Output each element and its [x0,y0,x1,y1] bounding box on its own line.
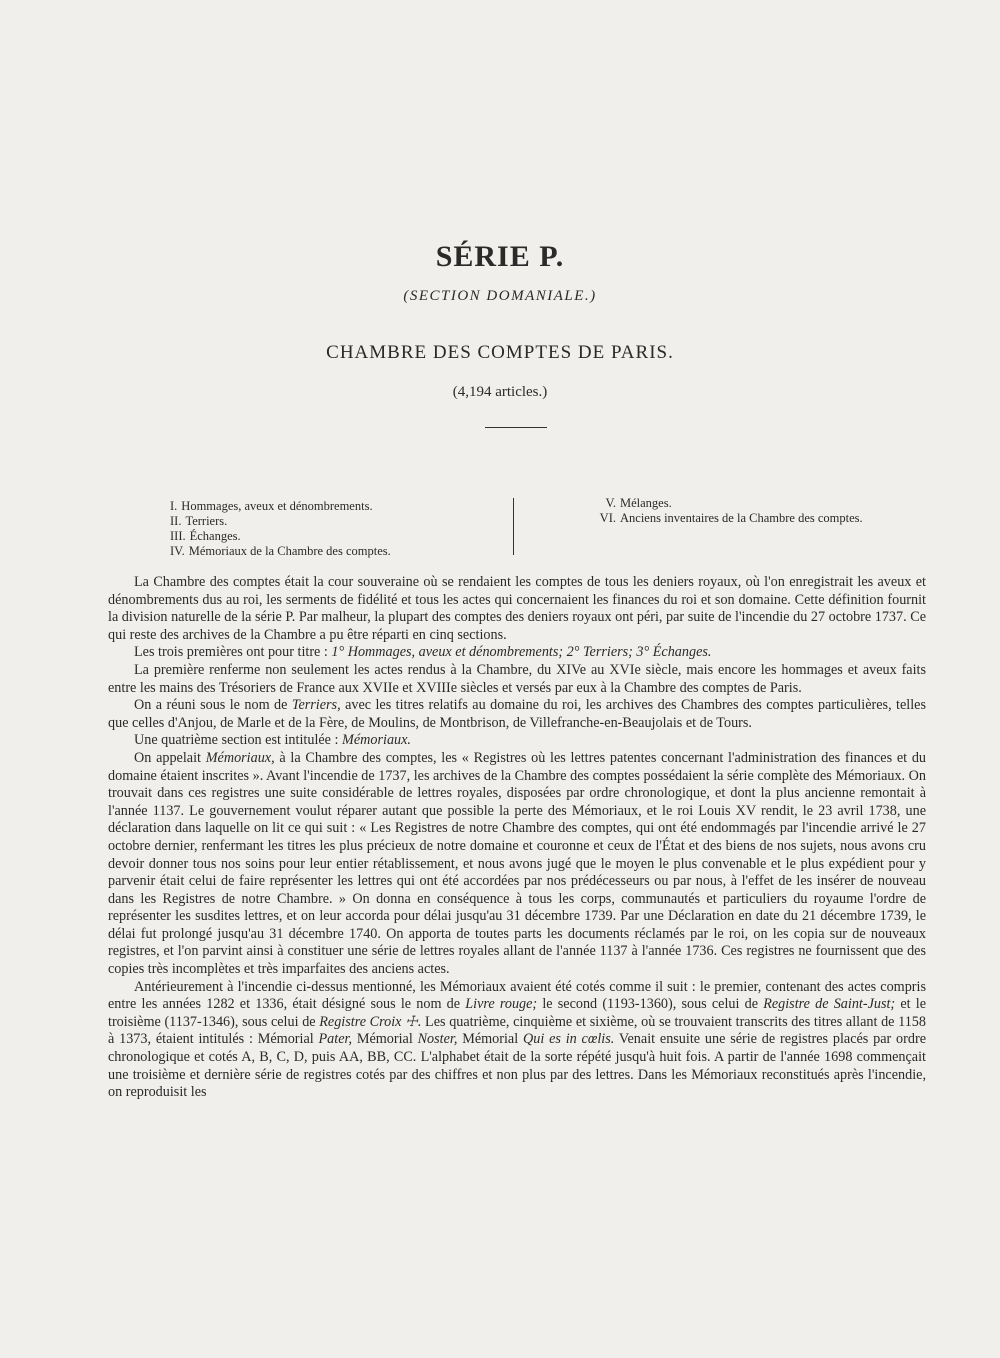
toc-divider [513,498,514,555]
toc-item-label: Anciens inventaires de la Chambre des comptes. [620,511,863,525]
toc-left-column [170,499,500,559]
chambre-heading: CHAMBRE DES COMPTES DE PARIS. [326,342,674,363]
toc-right-column [588,496,878,526]
paragraph [108,732,926,750]
text-run: Une quatrième section est intitulée : [134,732,343,749]
text-run: On a réuni sous le nom de [134,697,292,714]
toc-item-number: II. [170,514,182,528]
italic-text: Noster, [417,1031,458,1048]
text-run: Mémorial [457,1031,523,1048]
toc-item-number: III. [170,529,186,543]
body-text [108,574,926,1102]
toc-item-label: Échanges. [189,529,241,543]
italic-text: 1° Hommages, aveux et dénombrements; 2° Terriers; 3° Échanges. [331,644,712,661]
text-run: le second (1193-1360), sous celui de [537,996,764,1013]
italic-text: Pater, [318,1031,353,1048]
italic-text: Terriers, [291,697,341,714]
toc-item-label: Mélanges. [620,496,672,510]
toc-item [170,529,500,544]
text-run: avec les titres relatifs au domaine du roi, les archives des Chambres des comptes particulières, telles que celles d'Anjou, de Marle et de la Fère, de Moulins, de Montbrison, de Villefranche-en-Beaujolais et de Tours. [108,697,926,731]
toc-item-label: Mémoriaux de la Chambre des comptes. [188,544,391,558]
italic-text: Qui es in cœlis. [522,1031,615,1048]
italic-text: Mémoriaux, [205,749,275,766]
text-run: Mémorial [352,1031,418,1048]
title-rule [485,427,547,428]
toc-item [170,544,500,559]
italic-text: Registre Croix ☩. [319,1013,422,1030]
text-run: Antérieurement à l'incendie ci-dessus mentionné, les Mémoriaux avaient été cotés comme il suit : le premier, contenant des actes compris entre les années 1282 et 1336, était désigné sous le nom de [108,978,926,1013]
toc-item-number: V. [605,496,616,510]
toc-item [588,511,878,526]
section-subtitle: (SECTION DOMANIALE.) [403,288,597,304]
paragraph: La première renferme non seulement les actes rendus à la Chambre, du XIVe au XVIe siècle, mais encore les hommages et aveux faits entre les mains des Trésoriers de France aux XVIIe et XVIIIe siècles et versés par eux à la Chambre des comptes de Paris. [108,661,926,696]
text-run: Les trois premières ont pour titre : [134,644,332,661]
text-run: à la Chambre des comptes, les « Registres où les lettres patentes concernant l'administration des finances et du domaine étaient inscrites ». Avant l'incendie de 1737, les archives de la Chambre des comptes possédaient la série complète des Mémoriaux. On trouvait dans ces registres une suite considérable de lettres royales, disposées par ordre chronologique, et dont la plus ancienne remontait à l'année 1137. Le gouvernement voulut réparer autant que possible la perte des Mémoriaux, et le roi Louis XV rendit, le 23 avril 1738, une déclaration dans laquelle on lit ce qui suit : « Les Registres de notre Chambre des comptes, qui ont été endommagés par l'incendie arrivé le 27 octobre dernier, renfermant les titres les plus précieux de notre domaine et couronne et ceux de l'État et des biens de nos sujets, nous avons cru devoir donner tous nos soins pour leur entier rétablissement, et nous avons jugé que le moyen le plus convenable et le plus expédient pour y parvenir était celui de faire représenter les lettres qui ont été accordées par nos prédécesseurs ou par nous, à l'effet de les insérer de nouveau dans les Registres de notre Chambre. » On donna en conséquence à tous les corps, communautés et particuliers du royaume l'ordre de représenter les susdites lettres, et on leur accorda pour délai jusqu'au 31 décembre 1739. Par une Déclaration en date du 21 décembre 1739, le délai fut prolongé jusqu'au 31 décembre 1740. On apporta de toutes parts les documents réclamés par le roi, on les copia sur de nouveaux registres, et l'on parvint ainsi à constituer une série de lettres royales allant de l'année 1137 à l'année 1736. Ces registres ne fournissent que des copies très incomplètes et très imparfaites des anciens actes. [108,749,927,978]
paragraph [108,697,926,732]
paragraph [108,750,926,979]
toc-item-number: I. [170,499,178,513]
text-run: Venait ensuite une série de registres placés par ordre chronologique et cotés A, B, C, D, puis AA, BB, CC. L'alphabet était de la sorte répété jusqu'à huit fois. A partir de l'année 1698 commençait une troisième et dernière série de registres cotés par des chiffres et non plus par des lettres. Dans les Mémoriaux reconstitués après l'incendie, on reproduisit les [108,1031,926,1101]
toc-item-number: VI. [599,511,616,525]
page-title: SÉRIE P. [435,240,565,273]
articles-count: (4,194 articles.) [452,384,548,400]
italic-text: Registre de Saint-Just; [763,996,896,1013]
toc-item [170,514,500,529]
toc-item [170,499,500,514]
paragraph: La Chambre des comptes était la cour souveraine où se rendaient les comptes de tous les deniers royaux, où l'on enregistrait les aveux et dénombrements dus au roi, les serments de fidélité et tous les actes qui concernaient les finances du roi et son domaine. Cette définition fournit la division naturelle de la série P. Par malheur, la plupart des comptes des deniers royaux ont péri, par suite de l'incendie du 27 octobre 1737. Ce qui reste des archives de la Chambre a pu être réparti en cinq sections. [108,574,926,643]
text-run: On appelait [134,749,206,766]
toc-item-label: Terriers. [185,514,228,528]
toc-item [588,496,878,511]
italic-text: Livre rouge; [465,996,538,1013]
italic-text: Mémoriaux. [342,732,411,749]
paragraph [108,644,926,662]
toc-item-label: Hommages, aveux et dénombrements. [181,499,373,513]
paragraph [108,979,926,1102]
toc-item-number: IV. [170,544,185,558]
text-run: et le troisième (1137-1346), sous celui de [108,996,927,1030]
text-run: Les quatrième, cinquième et sixième, où se trouvaient transcrits des titres allant de 1158 à 1373, étaient intitulés : Mémorial [108,1013,926,1048]
